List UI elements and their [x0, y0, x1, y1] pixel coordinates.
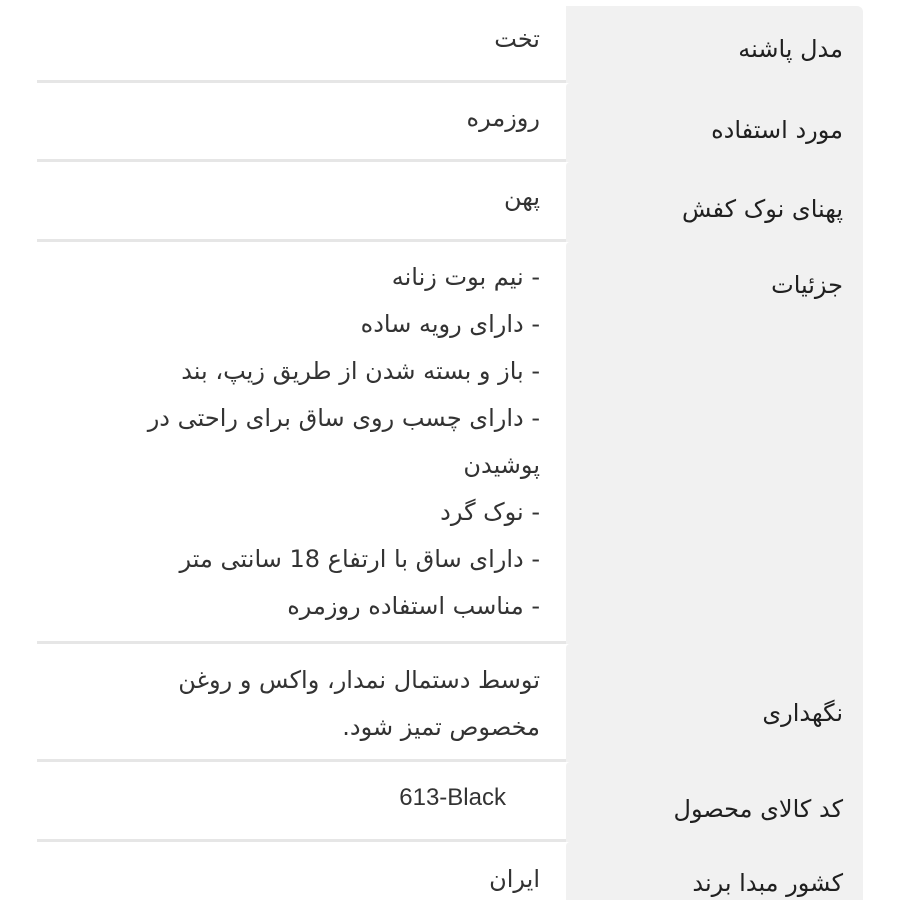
- spec-label-text: مورد استفاده: [711, 116, 843, 144]
- spec-row-heel: [37, 6, 863, 83]
- care-line: مخصوص تمیز شود.: [342, 713, 540, 741]
- spec-row-product-code: [37, 762, 863, 842]
- spec-value: [37, 842, 566, 900]
- detail-line: - مناسب استفاده روزمره: [287, 592, 540, 620]
- spec-row-origin: [37, 842, 863, 900]
- spec-label: [566, 6, 863, 83]
- detail-line: پوشیدن: [463, 451, 540, 479]
- spec-value: [37, 83, 566, 162]
- product-specs-table: [37, 6, 863, 900]
- spec-label: [566, 842, 863, 900]
- spec-value-text: تخت: [494, 25, 540, 53]
- detail-line: - باز و بسته شدن از طریق زیپ، بند: [181, 357, 540, 385]
- spec-label: [566, 162, 863, 242]
- spec-label-text: مدل پاشنه: [738, 35, 843, 63]
- spec-value: [37, 644, 566, 762]
- detail-line: - دارای رویه ساده: [360, 310, 540, 338]
- spec-label: [566, 83, 863, 162]
- spec-label: [566, 762, 863, 842]
- product-code-text: 613-Black: [399, 784, 506, 811]
- spec-label-text: کشور مبدا برند: [692, 869, 843, 897]
- spec-value: [37, 162, 566, 242]
- spec-value: [37, 6, 566, 83]
- detail-line: - نیم بوت زنانه: [391, 263, 540, 291]
- detail-line: - دارای چسب روی ساق برای راحتی در: [147, 404, 540, 432]
- spec-row-care: [37, 644, 863, 762]
- spec-label-text: کد کالای محصول: [673, 795, 843, 823]
- spec-label-text: جزئیات: [771, 271, 843, 299]
- spec-value: [37, 242, 566, 644]
- spec-label-text: پهنای نوک کفش: [681, 195, 843, 223]
- spec-label: [566, 644, 863, 762]
- spec-row-toe-width: [37, 162, 863, 242]
- spec-label-text: نگهداری: [762, 699, 843, 727]
- spec-value: [37, 762, 566, 842]
- spec-value-text: ایران: [489, 865, 540, 893]
- spec-label: [566, 242, 863, 644]
- spec-row-usage: [37, 83, 863, 162]
- detail-line: - نوک گرد: [440, 498, 540, 526]
- spec-row-details: [37, 242, 863, 644]
- spec-value-text: روزمره: [466, 104, 540, 132]
- care-line: توسط دستمال نمدار، واکس و روغن: [178, 666, 540, 694]
- spec-value-text: پهن: [503, 183, 540, 211]
- detail-line: - دارای ساق با ارتفاع 18 سانتی متر: [179, 545, 540, 573]
